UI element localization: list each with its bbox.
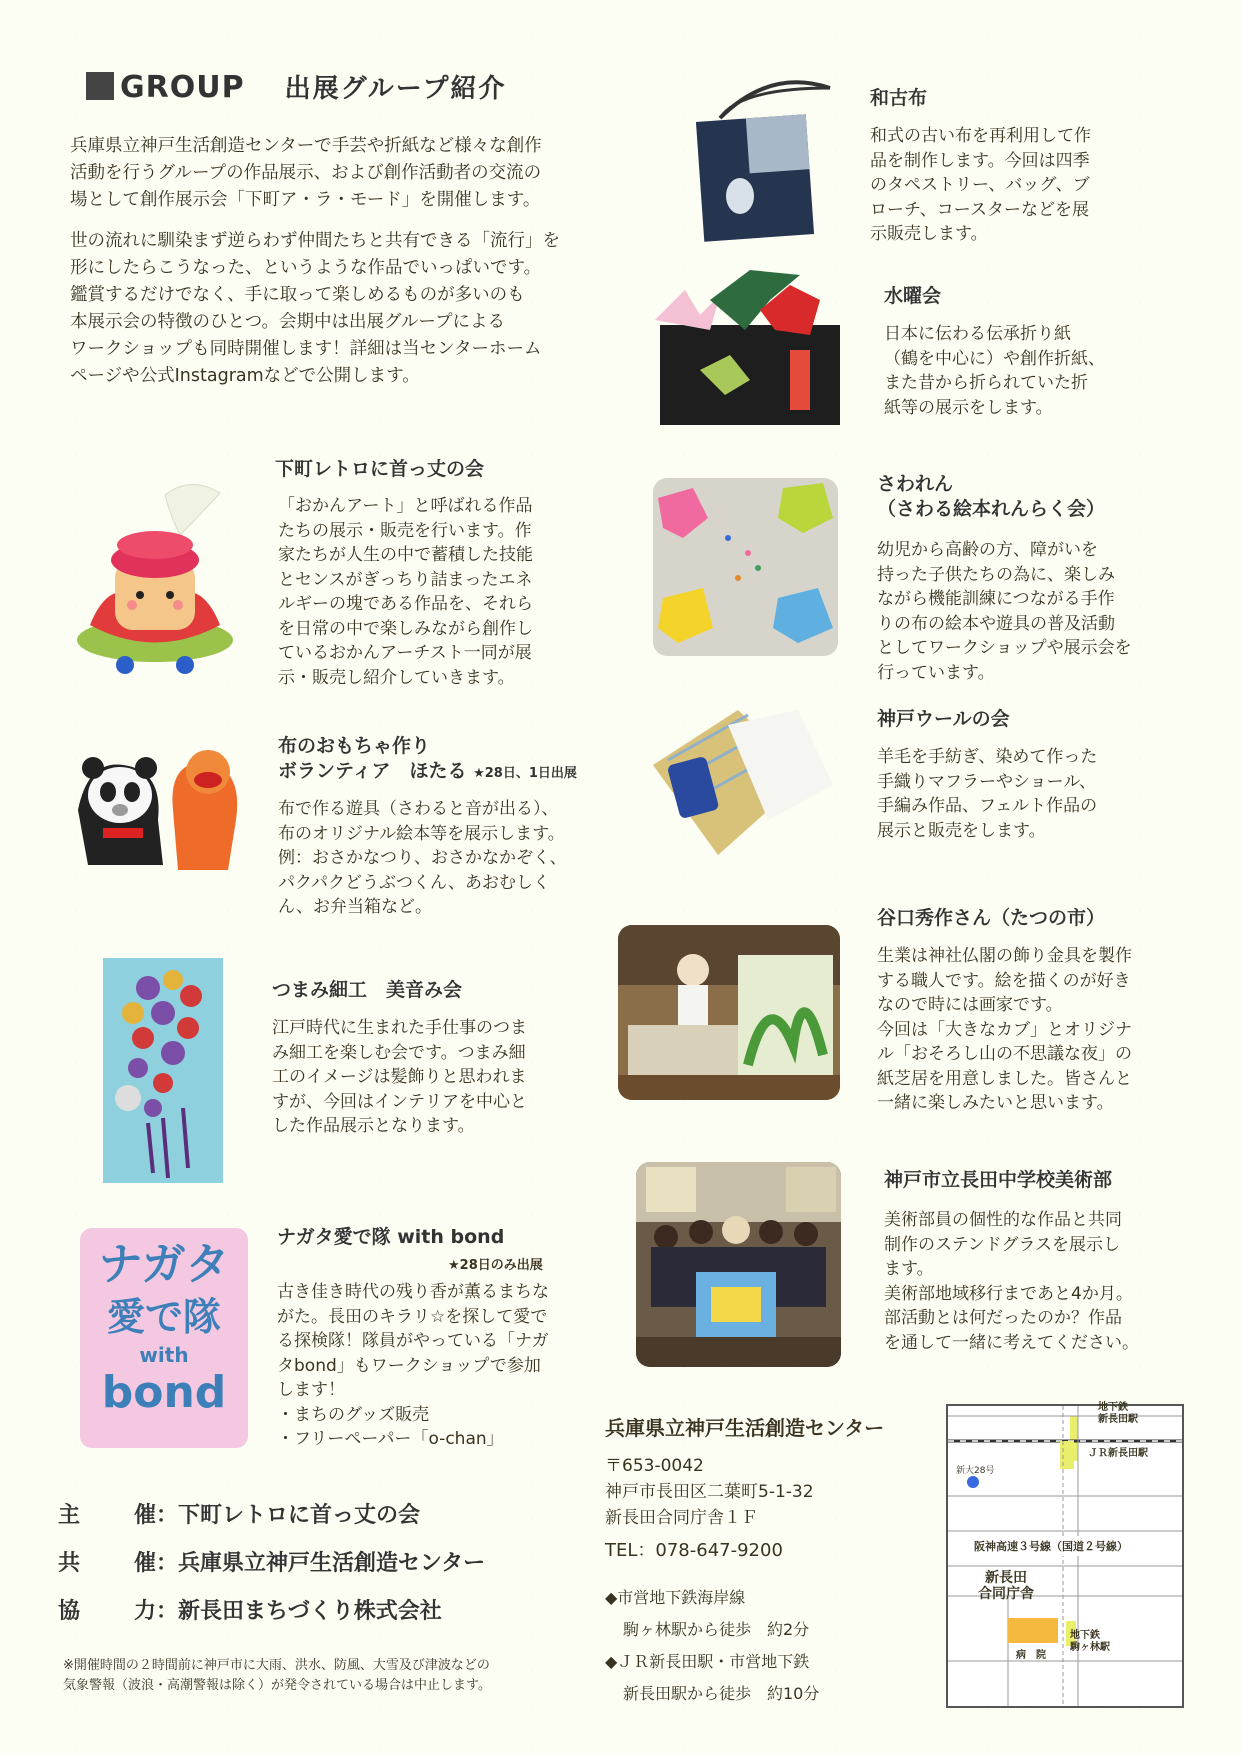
intro-paragraph-1 bbox=[70, 133, 630, 214]
logo-text: ナガタ bbox=[98, 1239, 230, 1290]
organizer-label: 主 bbox=[58, 1503, 81, 1528]
group-text-taniguchi bbox=[877, 944, 1197, 1116]
map-subway-bottom bbox=[1070, 1630, 1110, 1654]
group-text-wool bbox=[877, 745, 1167, 843]
text-line: パクパクどうぶつくん、あおむしく bbox=[278, 872, 550, 893]
map-hospital: 病 院 bbox=[1016, 1650, 1046, 1661]
group-name-line-2: （さわる絵本れんらく会） bbox=[877, 498, 1106, 520]
intro-line: 本展示会の特徴のひとつ。会期中は出展グループによる bbox=[70, 312, 506, 332]
title-jp: 出展グループ紹介 bbox=[284, 74, 507, 104]
panda-puppet-photo bbox=[68, 740, 243, 880]
nagata-logo bbox=[80, 1228, 248, 1448]
text-line: を通して一緒に考えてください。 bbox=[884, 1332, 1139, 1353]
map-subway-top bbox=[1098, 1402, 1138, 1426]
group-text-tsumami bbox=[272, 1016, 592, 1139]
group-name-taniguchi: 谷口秀作さん（たつの市） bbox=[877, 907, 1106, 929]
text-line: 行っています。 bbox=[877, 662, 995, 683]
intro-line: 形にしたらこうなった、というような作品でいっぱいです。 bbox=[70, 258, 542, 278]
intro-line: 兵庫県立神戸生活創造センターで手芸や折紙など様々な創作 bbox=[70, 136, 542, 156]
text-line: 美術部地域移行まであと4か月。 bbox=[884, 1283, 1133, 1304]
organizer-sep: 力： bbox=[134, 1599, 179, 1624]
taniguchi-photo bbox=[618, 925, 840, 1100]
text-line: また昔から折られていた折 bbox=[884, 373, 1088, 393]
cancel-note bbox=[63, 1656, 491, 1696]
text-line: 一緒に楽しみたいと思います。 bbox=[877, 1093, 1114, 1113]
text-line: 示販売します。 bbox=[870, 224, 988, 244]
text-line: 制作のステンドグラスを展示し bbox=[884, 1234, 1120, 1255]
map-building bbox=[978, 1570, 1034, 1602]
text-line: 紙芝居を用意しました。皆さんと bbox=[877, 1068, 1132, 1089]
text-line: ・まちのグッズ販売 bbox=[277, 1404, 430, 1425]
text-line: 布のオリジナル絵本等を展示します。 bbox=[278, 823, 565, 844]
group-name-tsumami: つまみ細工 美音み会 bbox=[272, 979, 463, 1001]
text-line: した作品展示となります。 bbox=[272, 1116, 475, 1136]
map-label: 新長田駅 bbox=[1098, 1414, 1138, 1425]
group-name-hotaru-label: ボランティア ほたる bbox=[278, 760, 467, 782]
note-line: 気象警報（波浪・高潮警報は除く）が発令されている場合は中止します。 bbox=[63, 1678, 491, 1693]
organizer-row-host bbox=[58, 1498, 420, 1529]
organizer-value: 兵庫県立神戸生活創造センター bbox=[178, 1551, 486, 1576]
text-line: 今回は「大きなカブ」とオリジナ bbox=[877, 1019, 1132, 1040]
map-label: 地下鉄 bbox=[1098, 1402, 1128, 1413]
text-line: み細工を楽しむ会です。つまみ細 bbox=[272, 1042, 526, 1063]
text-line: ル「おそろし山の不思議な夜」の bbox=[877, 1044, 1132, 1064]
organizer-row-cohost bbox=[58, 1546, 485, 1577]
text-line: 持った子供たちの為に、楽しみ bbox=[877, 564, 1115, 585]
address-line: 新長田合同庁舎１Ｆ bbox=[605, 1508, 758, 1528]
text-line: 羊毛を手紡ぎ、染めて作った bbox=[877, 747, 1098, 767]
map-label: 新長田 bbox=[985, 1570, 1027, 1586]
text-line: 工のイメージは髪飾りと思われま bbox=[272, 1067, 527, 1087]
group-text-sawaren bbox=[877, 538, 1177, 685]
venue-access bbox=[605, 1582, 819, 1710]
postal-code: 〒653-0042 bbox=[605, 1456, 704, 1476]
group-name-hotaru bbox=[278, 734, 577, 786]
text-line: とセンスがぎっちり詰まったエネ bbox=[278, 569, 533, 590]
text-line: 和式の古い布を再利用して作 bbox=[870, 126, 1091, 146]
text-line: 品を制作します。今回は四季 bbox=[870, 150, 1090, 171]
group-name-wool: 神戸ウールの会 bbox=[877, 708, 1010, 730]
group-name-shitamachi: 下町レトロに首っ丈の会 bbox=[275, 458, 485, 480]
text-line: ・フリーペーパー「o-chan」 bbox=[277, 1429, 504, 1449]
text-line: たちの展示・販売を行います。作 bbox=[278, 520, 532, 541]
text-line: 示・販売し紹介していきます。 bbox=[278, 667, 515, 688]
art-club-photo bbox=[636, 1162, 841, 1367]
logo-text: 愛で隊 bbox=[106, 1295, 221, 1339]
organizer-sep: 催： bbox=[134, 1551, 179, 1576]
access-line: ◆ＪＲ新長田駅・市営地下鉄 bbox=[605, 1652, 810, 1671]
text-line: 「おかんアート」と呼ばれる作品 bbox=[278, 496, 533, 516]
square-bullet-icon bbox=[86, 72, 114, 100]
group-text-wakofu bbox=[870, 124, 1160, 247]
text-line: ん、お弁当箱など。 bbox=[278, 897, 433, 917]
text-line: 手編み作品、フェルト作品の bbox=[877, 796, 1098, 816]
group-text-shitamachi bbox=[278, 494, 598, 690]
venue-tel: TEL：078-647-9200 bbox=[605, 1540, 783, 1561]
group-name-wakofu: 和古布 bbox=[870, 87, 928, 109]
access-map bbox=[946, 1404, 1184, 1708]
text-line: 例：おさかなつり、おさかなかぞく、 bbox=[278, 848, 567, 868]
logo-text: bond bbox=[101, 1367, 227, 1418]
venue-address bbox=[605, 1453, 814, 1531]
organizer-sep: 催： bbox=[134, 1503, 179, 1528]
exhibit-days-note-nagata: ★28日のみ出展 bbox=[448, 1258, 543, 1273]
group-name-suiyokai: 水曜会 bbox=[884, 285, 942, 307]
wool-scarf-photo bbox=[648, 705, 838, 865]
access-line: 駒ヶ林駅から徒歩 約2分 bbox=[623, 1620, 810, 1639]
map-label: 地下鉄 bbox=[1070, 1630, 1100, 1641]
note-line: ※開催時間の２時間前に神戸市に大雨、洪水、防風、大雪及び津波などの bbox=[63, 1658, 490, 1673]
venue-name: 兵庫県立神戸生活創造センター bbox=[605, 1416, 885, 1440]
map-highway: 阪神高速３号線（国道２号線） bbox=[968, 1536, 1134, 1556]
organizer-value: 新長田まちづくり株式会社 bbox=[178, 1599, 442, 1624]
text-line: （鶴を中心に）や創作折紙、 bbox=[884, 348, 1105, 369]
tissue-doll-photo bbox=[70, 475, 240, 685]
map-label: 合同庁舎 bbox=[978, 1586, 1034, 1602]
intro-line: ページや公式Instagramなどで公開します。 bbox=[70, 366, 420, 386]
text-line: 古き佳き時代の残り香が薫るまちな bbox=[277, 1282, 549, 1302]
title-en: GROUP bbox=[120, 70, 245, 105]
intro-line: 場として創作展示会「下町ア・ラ・モード」を開催します。 bbox=[70, 190, 541, 210]
page-title bbox=[86, 68, 507, 105]
access-line: 新長田駅から徒歩 約10分 bbox=[623, 1684, 820, 1703]
group-name-line-2 bbox=[278, 759, 577, 786]
group-name-nagata: ナガタ愛で隊 with bond bbox=[277, 1226, 505, 1248]
text-line: 幼児から高齢の方、障がいを bbox=[877, 540, 1098, 560]
group-text-suiyokai bbox=[884, 322, 1164, 420]
group-name-nagatachu: 神戸市立長田中学校美術部 bbox=[884, 1169, 1113, 1191]
group-name-line-1: さわれん bbox=[877, 473, 954, 495]
text-line: なので時には画家です。 bbox=[877, 995, 1063, 1015]
text-line: ローチ、コースターなどを展 bbox=[870, 199, 1089, 220]
text-line: を日常の中で楽しみながら創作し bbox=[278, 618, 533, 639]
intro-line: ワークショップも同時開催します！詳細は当センターホーム bbox=[70, 339, 542, 359]
text-line: ているおかんアーチスト一同が展 bbox=[278, 643, 532, 663]
group-name-line-1: 布のおもちゃ作り bbox=[278, 735, 431, 757]
text-line: 美術部員の個性的な作品と共同 bbox=[884, 1210, 1122, 1230]
text-line: すが、今回はインテリアを中心と bbox=[272, 1091, 527, 1112]
organizer-label: 共 bbox=[58, 1551, 81, 1576]
access-line: ◆市営地下鉄海岸線 bbox=[605, 1588, 746, 1607]
text-line: 手織りマフラーやショール、 bbox=[877, 771, 1096, 792]
text-line: のタペストリー、バッグ、ブ bbox=[870, 175, 1090, 195]
intro-paragraph-2 bbox=[70, 228, 640, 390]
map-label: 駒ヶ林駅 bbox=[1070, 1642, 1110, 1653]
text-line: タbond」もワークショップで参加 bbox=[277, 1355, 541, 1376]
intro-line: 鑑賞するだけでなく、手に取って楽しめるものが多いのも bbox=[70, 285, 525, 305]
text-line: ます。 bbox=[884, 1259, 934, 1279]
text-line: がた。長田のキラリ☆を探して愛で bbox=[277, 1306, 548, 1327]
text-line: る探検隊！隊員がやっている「ナガ bbox=[277, 1331, 549, 1351]
group-text-hotaru bbox=[278, 797, 618, 920]
text-line: します！ bbox=[277, 1380, 345, 1400]
intro-line: 世の流れに馴染まず逆らわず仲間たちと共有できる「流行」を bbox=[70, 231, 560, 251]
text-line: 家たちが人生の中で蓄積した技能 bbox=[278, 545, 533, 565]
text-line: 紙等の展示をします。 bbox=[884, 397, 1053, 418]
map-jr-station: ＪＲ新長田駅 bbox=[1088, 1448, 1148, 1459]
group-text-nagata bbox=[277, 1280, 607, 1452]
group-name-sawaren bbox=[877, 472, 1105, 522]
text-line: 生業は神社仏閣の飾り金具を製作 bbox=[877, 946, 1132, 966]
text-line: としてワークショップや展示会を bbox=[877, 638, 1132, 658]
tsumami-craft-photo bbox=[103, 958, 223, 1183]
text-line: りの布の絵本や遊具の普及活動 bbox=[877, 613, 1115, 634]
exhibit-days-note: ★28日、1日出展 bbox=[473, 766, 577, 781]
text-line: 部活動とは何だったのか？作品 bbox=[884, 1308, 1122, 1328]
text-line: ながら機能訓練につながる手作 bbox=[877, 589, 1115, 609]
group-text-nagatachu bbox=[884, 1208, 1194, 1355]
organizer-value: 下町レトロに首っ丈の会 bbox=[178, 1503, 421, 1528]
map-store: 新大28号 bbox=[956, 1466, 995, 1476]
intro-line: 活動を行うグループの作品展示、および創作活動者の交流の bbox=[70, 163, 542, 183]
address-line: 神戸市長田区二葉町5-1-32 bbox=[605, 1482, 814, 1502]
organizer-row-support bbox=[58, 1594, 442, 1625]
text-line: 日本に伝わる伝承折り紙 bbox=[884, 324, 1071, 344]
text-line: ルギーの塊である作品を、それら bbox=[278, 594, 533, 614]
text-line: 展示と販売をします。 bbox=[877, 820, 1046, 841]
wakofu-bag-photo bbox=[680, 78, 845, 243]
sawaren-photo bbox=[653, 478, 838, 656]
text-line: 江戸時代に生まれた手仕事のつま bbox=[272, 1018, 527, 1038]
organizer-label: 協 bbox=[58, 1599, 81, 1624]
logo-text: with bbox=[139, 1343, 189, 1367]
text-line: する職人です。絵を描くのが好き bbox=[877, 970, 1131, 991]
origami-photo bbox=[650, 260, 840, 425]
text-line: 布で作る遊具（さわると音が出る）、 bbox=[278, 799, 559, 819]
